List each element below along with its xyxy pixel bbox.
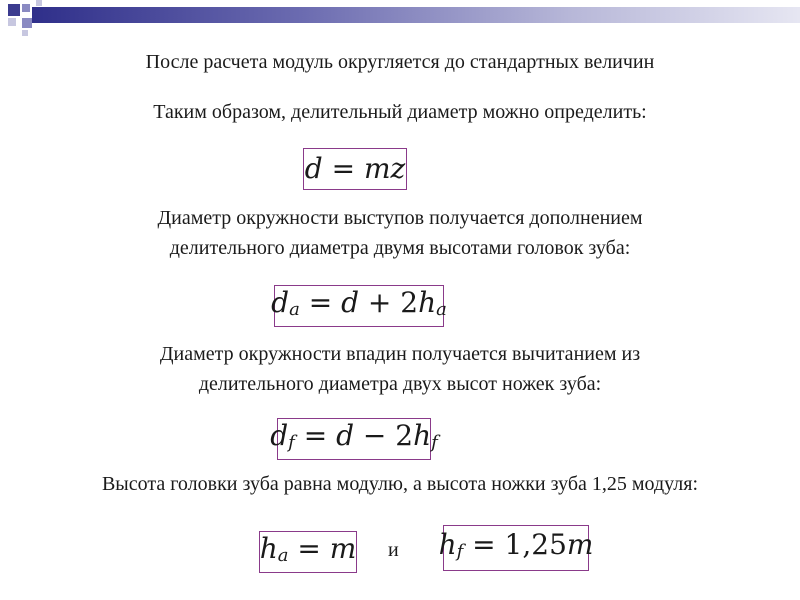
formula-root-diameter: $d_f = d - 2h_f$	[277, 418, 431, 460]
text-pitch-diameter-intro: Таким образом, делительный диаметр можно определить:	[153, 101, 647, 123]
formula-dedendum: $h_f = 1,25m$	[443, 525, 589, 571]
decor-square	[22, 30, 28, 36]
gradient-strip	[32, 7, 800, 23]
text-tooth-heights: Высота головки зуба равна модулю, а высота ножки зуба 1,25 модуля:	[101, 473, 699, 495]
decor-square	[8, 4, 20, 16]
conjunction-and: и	[388, 539, 399, 561]
text-module-rounding: После расчета модуль округляется до стандартных величин	[145, 51, 655, 73]
decor-square	[22, 18, 32, 28]
decor-square	[36, 0, 42, 6]
text-tip-diameter-line1: Диаметр окружности выступов получается дополнением	[157, 207, 643, 229]
text-root-diameter-line1: Диаметр окружности впадин получается вычитанием из	[159, 343, 641, 365]
formula-addendum: $h_a = m$	[259, 531, 357, 573]
title-decoration-bar	[0, 0, 800, 36]
formula-tip-diameter: $d_a = d + 2h_a$	[274, 285, 444, 327]
formula-pitch-diameter: d = mz	[303, 148, 407, 190]
decor-square	[22, 4, 30, 12]
decor-square	[8, 18, 16, 26]
text-tip-diameter-line2: делительного диаметра двумя высотами головок зуба:	[169, 237, 631, 259]
text-root-diameter-line2: делительного диаметра двух высот ножек зуба:	[198, 373, 602, 395]
